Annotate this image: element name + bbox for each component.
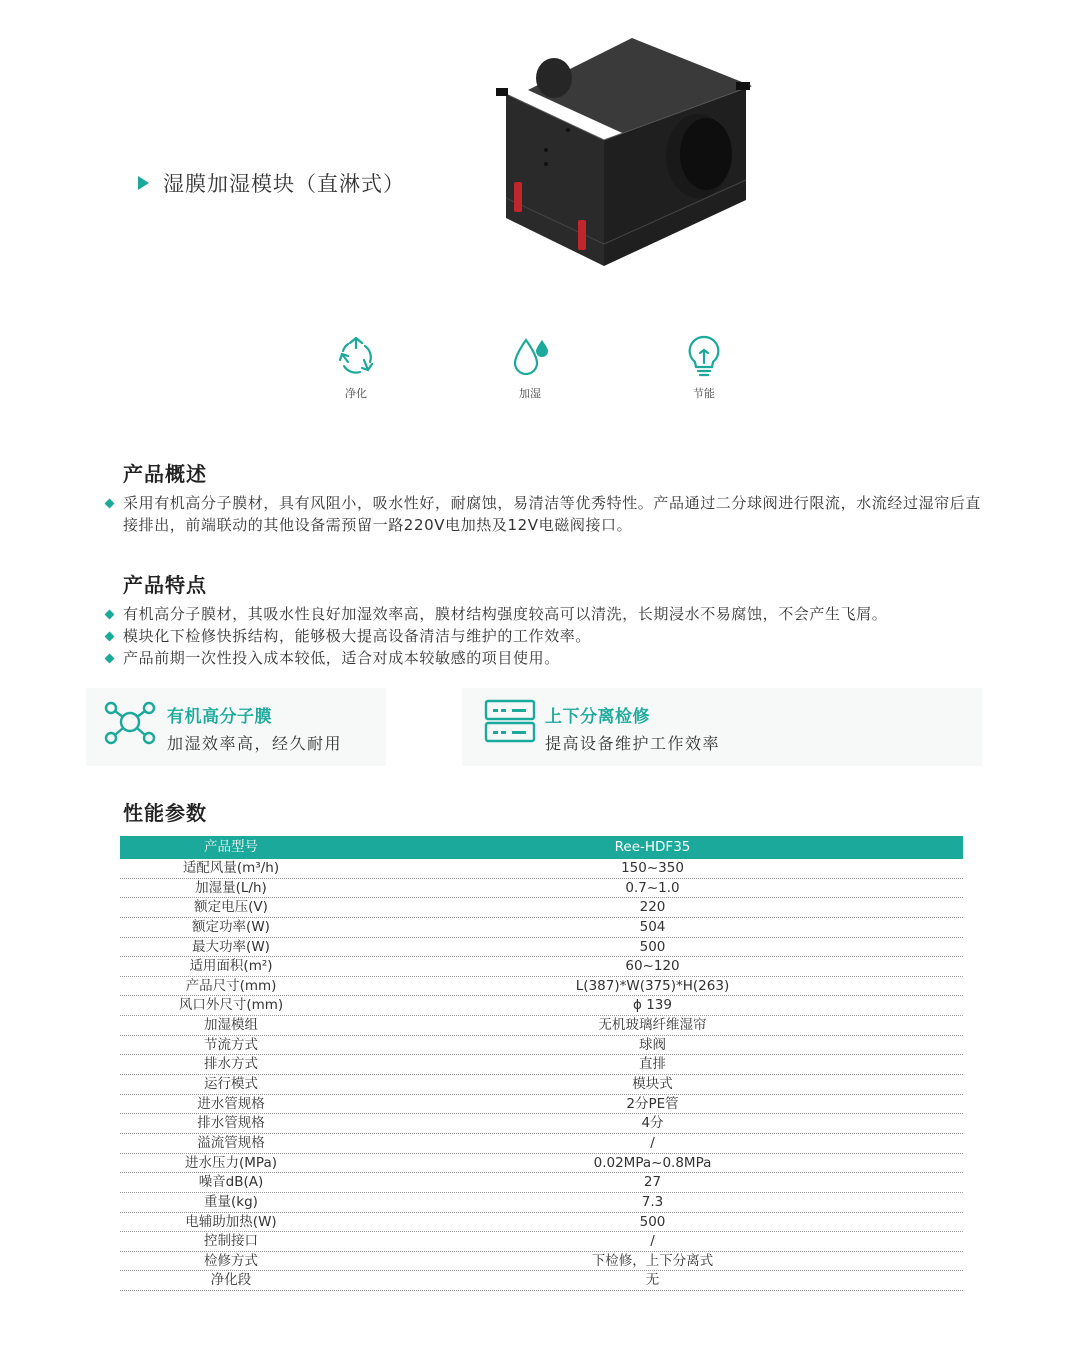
specs-table-header (120, 836, 963, 859)
spec-value: 220 (639, 899, 666, 916)
spec-value: / (650, 1233, 655, 1250)
spec-label: 适配风量(m³/h) (182, 860, 280, 876)
spec-value: 504 (639, 918, 666, 935)
feature-purify-label: 净化 (345, 387, 367, 400)
humidifier-module-image (492, 30, 772, 275)
overview-list (104, 492, 984, 536)
table-row (120, 957, 963, 977)
table-row (120, 898, 963, 918)
water-drop-icon (508, 334, 552, 378)
highlight-maintenance-title: 上下分离检修 (545, 707, 650, 727)
table-row (120, 1252, 963, 1272)
table-row (120, 1075, 963, 1095)
spec-label: 进水管规格 (197, 1095, 265, 1112)
spec-label: 加湿量(L/h) (195, 879, 267, 896)
diamond-bullet-icon (105, 610, 115, 620)
diamond-bullet-icon (105, 654, 115, 664)
features-list (104, 603, 984, 669)
feature-humidify (470, 334, 590, 401)
table-row (120, 918, 963, 938)
table-row (120, 1193, 963, 1213)
spec-label: 排水管规格 (197, 1115, 265, 1132)
spec-label: 节流方式 (204, 1036, 258, 1053)
spec-value: 500 (639, 1213, 666, 1230)
spec-value: 2分PE管 (626, 1095, 679, 1112)
spec-value: 球阀 (639, 1036, 666, 1053)
table-row (120, 1095, 963, 1115)
features-heading: 产品特点 (123, 573, 207, 597)
spec-label: 检修方式 (204, 1252, 258, 1269)
spec-label: 适用面积(m²) (189, 958, 273, 975)
table-row (120, 977, 963, 997)
spec-label: 重量(kg) (204, 1193, 258, 1210)
highlight-membrane-subtitle: 加湿效率高，经久耐用 (167, 734, 343, 753)
spec-value: 27 (643, 1174, 662, 1191)
product-title: 湿膜加湿模块（直淋式） (163, 172, 405, 196)
spec-value: ϕ 139 (633, 997, 672, 1014)
spec-label: 进水压力(MPa) (185, 1154, 277, 1171)
highlight-maintenance-subtitle: 提高设备维护工作效率 (545, 734, 721, 753)
feature-humidify-label: 加湿 (519, 387, 541, 400)
table-row (120, 1213, 963, 1233)
table-row (120, 1114, 963, 1134)
spec-value: 无 (645, 1272, 660, 1289)
spec-label: 排水方式 (204, 1056, 258, 1073)
header-model: Ree-HDF35 (614, 839, 691, 855)
overview-heading: 产品概述 (123, 462, 207, 486)
header-param: 产品型号 (204, 839, 258, 855)
table-row (120, 1271, 963, 1291)
spec-label: 运行模式 (204, 1076, 258, 1093)
spec-label: 额定电压(V) (194, 899, 268, 916)
specs-heading: 性能参数 (123, 801, 207, 825)
spec-label: 产品尺寸(mm) (185, 977, 277, 994)
list-item (104, 603, 984, 625)
table-row (120, 1173, 963, 1193)
feature-text: 有机高分子膜材，其吸水性良好加湿效率高，膜材结构强度较高可以清洗，长期浸水不易腐蚀，不会产生飞屑。 (123, 605, 888, 623)
table-row (120, 1036, 963, 1056)
spec-value: 下检修，上下分离式 (591, 1252, 714, 1269)
table-row (120, 1016, 963, 1036)
table-row (120, 1055, 963, 1075)
feature-energy-label: 节能 (693, 387, 715, 400)
spec-value: / (650, 1134, 655, 1151)
triangle-marker-icon (138, 176, 149, 190)
spec-label: 加湿模组 (204, 1017, 258, 1034)
diamond-bullet-icon (105, 499, 115, 509)
feature-text: 产品前期一次性投入成本较低，适合对成本较敏感的项目使用。 (123, 649, 560, 667)
molecule-icon (104, 700, 156, 750)
table-row (120, 879, 963, 899)
spec-label: 溢流管规格 (197, 1134, 265, 1151)
highlight-membrane-title: 有机高分子膜 (167, 707, 272, 727)
table-row (120, 1154, 963, 1174)
spec-value: 150~350 (621, 860, 684, 876)
spec-value: 60~120 (625, 958, 680, 975)
spec-value: 0.02MPa~0.8MPa (593, 1154, 712, 1171)
highlight-membrane-text (167, 702, 342, 754)
spec-value: 4分 (641, 1115, 664, 1132)
feature-purify (296, 334, 416, 401)
table-row (120, 938, 963, 958)
list-item (104, 492, 984, 536)
lightbulb-icon (682, 334, 726, 378)
list-item (104, 647, 984, 669)
spec-value: 7.3 (641, 1193, 664, 1210)
table-row (120, 1232, 963, 1252)
specs-table (120, 836, 963, 1291)
spec-label: 最大功率(W) (192, 938, 270, 955)
feature-energy (644, 334, 764, 401)
spec-label: 风口外尺寸(mm) (178, 997, 284, 1014)
spec-label: 控制接口 (204, 1233, 258, 1250)
specs-table-body (120, 859, 963, 1291)
spec-value: L(387)*W(375)*H(263) (575, 977, 730, 994)
spec-label: 额定功率(W) (192, 918, 270, 935)
product-image (492, 30, 772, 279)
spec-label: 电辅助加热(W) (185, 1213, 277, 1230)
list-item (104, 625, 984, 647)
spec-label: 噪音dB(A) (198, 1174, 264, 1191)
table-row (120, 996, 963, 1016)
product-title-row (138, 168, 405, 198)
highlight-maintenance-text (545, 702, 720, 754)
drawer-icon (484, 699, 536, 749)
feature-text: 模块化下检修快拆结构，能够极大提高设备清洁与维护的工作效率。 (123, 627, 592, 645)
highlight-card-maintenance (462, 688, 982, 766)
table-row (120, 859, 963, 879)
table-row (120, 1134, 963, 1154)
recycle-icon (334, 334, 378, 378)
spec-value: 直排 (639, 1056, 666, 1073)
diamond-bullet-icon (105, 632, 115, 642)
spec-value: 无机玻璃纤维湿帘 (598, 1017, 707, 1034)
overview-text: 采用有机高分子膜材，具有风阻小，吸水性好，耐腐蚀，易清洁等优秀特性。产品通过二分球阀进行限流，水流经过湿帘后直接排出，前端联动的其他设备需预留一路220V电加热及12V电磁阀接口。 (123, 494, 982, 534)
spec-label: 净化段 (210, 1272, 252, 1289)
spec-value: 模块式 (632, 1076, 673, 1093)
spec-value: 500 (639, 938, 666, 955)
spec-value: 0.7~1.0 (625, 879, 680, 896)
